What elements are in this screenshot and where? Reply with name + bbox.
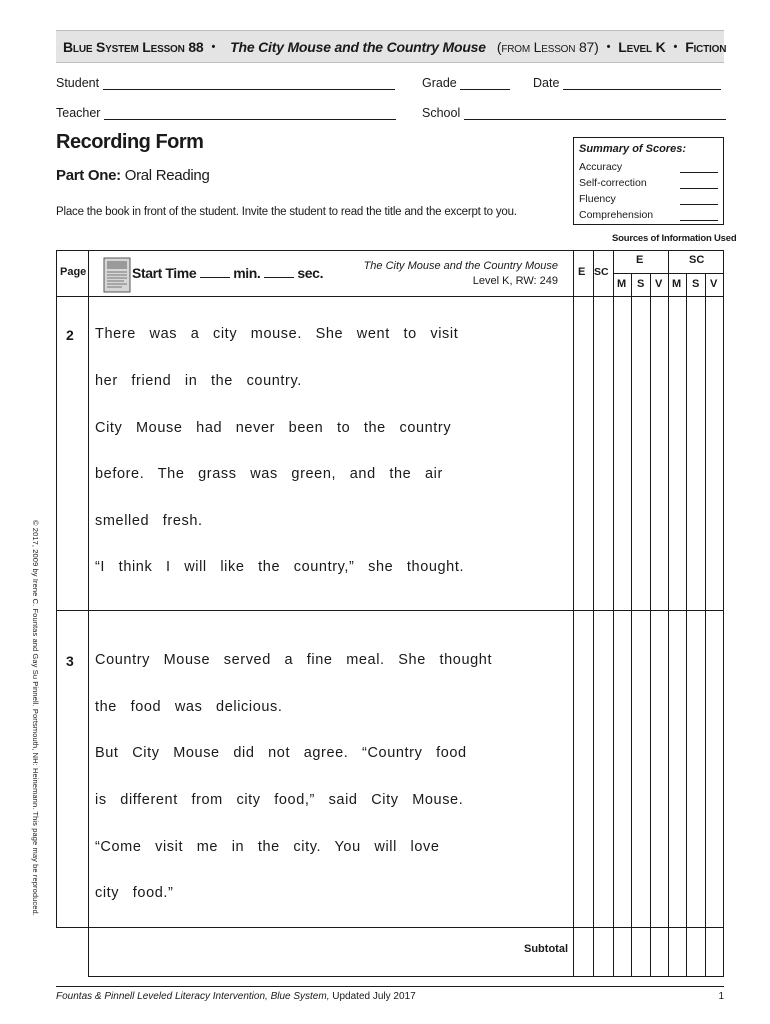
col-e-s: S [637,278,645,290]
col-e: E [578,266,586,278]
table-book-meta: Level K, RW: 249 [472,275,558,287]
text-line: smelled fresh. [95,513,203,529]
text-line: City Mouse had never been to the country [95,420,452,436]
genre-label: Fiction [685,38,727,55]
footer-text: Fountas & Pinnell Leveled Literacy Intervention, Blue System, [56,991,330,1002]
teacher-label: Teacher [56,106,101,120]
part-name: Oral Reading [124,167,210,184]
part-heading [56,167,210,184]
reading-table [56,250,724,977]
book-icon [102,256,132,294]
separator: • [606,40,611,53]
col-sc-v: V [710,278,718,290]
footer-updated: Updated July 2017 [332,991,416,1002]
text-line: “I think I will like the country,” she thought. [95,559,465,575]
group-sc: SC [689,254,705,266]
separator: • [673,40,678,53]
summary-row-fluency[interactable]: Fluency [579,189,718,205]
grade-label: Grade [422,76,457,90]
separator: • [211,40,216,53]
book-title: The City Mouse and the Country Mouse [230,38,486,55]
header-banner [56,30,727,63]
group-e: E [636,254,644,266]
teacher-field[interactable] [56,106,396,120]
subtotal-label: Subtotal [524,943,568,955]
summary-heading: Summary of Scores: [579,143,686,155]
text-line: before. The grass was green, and the air [95,466,443,482]
page-number: 2 [66,327,74,343]
table-book-info [364,259,558,289]
instructions: Place the book in front of the student. Invite the student to read the title and the excerpt to you. [56,206,517,218]
table-book-title: The City Mouse and the Country Mouse [363,260,558,272]
student-label: Student [56,76,100,90]
student-field[interactable] [56,76,395,90]
summary-of-scores [573,137,724,225]
summary-row-accuracy[interactable]: Accuracy [579,157,718,173]
col-sc-s: S [692,278,700,290]
text-line: is different from city food,” said City Mouse. [95,792,464,808]
footer-page-number: 1 [718,991,724,1002]
text-line: “Come visit me in the city. You will love [95,839,440,855]
text-line: But City Mouse did not agree. “Country food [95,745,467,761]
footer [56,986,724,1002]
grade-field[interactable] [422,76,510,90]
date-label: Date [533,76,560,90]
school-field[interactable] [422,106,726,120]
form-title: Recording Form [56,131,204,153]
part-label: Part One: [56,167,121,184]
text-line: the food was delicious. [95,699,283,715]
col-e-m: M [617,278,627,290]
col-sc-m: M [672,278,682,290]
school-label: School [422,106,461,120]
col-e-v: V [655,278,663,290]
text-line: city food.” [95,885,174,901]
text-line: Country Mouse served a fine meal. She thought [95,652,493,668]
col-sc: SC [594,266,609,278]
copyright-note: © 2017, 2009 by Irene C. Fountas and Gay Su Pinnell. Portsmouth, NH: Heinemann. This page may be reproduced. [31,520,40,916]
summary-row-comprehension[interactable]: Comprehension [579,205,718,221]
from-lesson: (from Lesson 87) [496,38,599,55]
start-time[interactable]: Start Time min. sec. [132,265,324,281]
text-line: There was a city mouse. She went to visit [95,326,459,342]
date-field[interactable] [533,76,721,90]
level-label: Level K [618,38,666,55]
series-label: Blue System Lesson 88 [63,38,204,55]
summary-row-self-correction[interactable]: Self-correction [579,173,718,189]
col-page: Page [60,266,87,278]
text-line: her friend in the country. [95,373,302,389]
page-number: 3 [66,653,74,669]
sources-label: Sources of Information Used [612,233,737,244]
